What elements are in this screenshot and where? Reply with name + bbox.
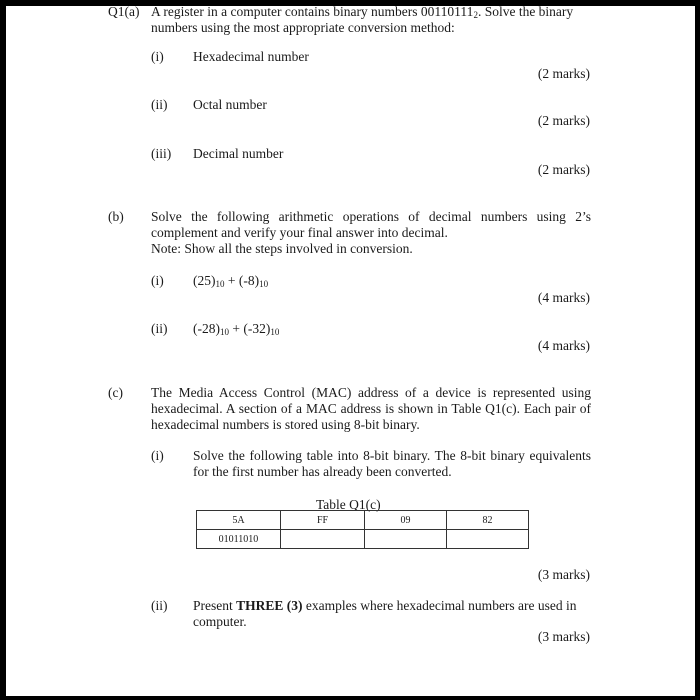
item-a-i-number: (i) [151, 49, 164, 64]
table-cell: 82 [447, 511, 529, 530]
question-a-line1: A register in a computer contains binary numbers $00110111_2$. Solve the binary [151, 4, 574, 20]
item-c-ii-text: Present THREE (3) examples where hexadecimal numbers are used in [193, 598, 577, 613]
item-b-ii-marks: (4 marks) [537, 338, 590, 353]
table-cell [365, 530, 447, 549]
item-b-i-marks: (4 marks) [537, 290, 590, 305]
item-a-iii-marks: (2 marks) [537, 162, 590, 177]
question-b-note: Note: Show all the steps involved in conversion. [151, 241, 413, 256]
table-caption: Table Q1(c) [316, 497, 381, 512]
item-a-i-text: Hexadecimal number [193, 49, 309, 64]
item-b-ii-expression: $(-28)_{10} + (-32)_{10}$ [193, 321, 280, 337]
table-cell: FF [281, 511, 365, 530]
question-number-a: Q1(a) [108, 4, 140, 19]
question-b-text: Solve the following arithmetic operations of decimal numbers using 2’s complement and verify your final answer into decimal. [151, 209, 591, 240]
item-a-ii-text: Octal number [193, 97, 267, 112]
question-a-line2: numbers using the most appropriate conversion method: [151, 20, 455, 35]
right-border [695, 0, 700, 700]
table-cell: 5A [197, 511, 281, 530]
item-a-iii-number: (iii) [151, 146, 172, 161]
item-c-ii-marks: (3 marks) [537, 629, 590, 644]
item-b-ii-number: (ii) [151, 321, 168, 336]
left-border [0, 0, 6, 700]
item-a-iii-text: Decimal number [193, 146, 284, 161]
bottom-border [0, 696, 700, 700]
mac-address-table [196, 510, 529, 549]
item-c-i-number: (i) [151, 448, 164, 463]
item-a-ii-marks: (2 marks) [537, 113, 590, 128]
table-cell [281, 530, 365, 549]
table-header-row [197, 511, 529, 530]
item-a-ii-number: (ii) [151, 97, 168, 112]
item-c-i-marks: (3 marks) [537, 567, 590, 582]
table-cell: 09 [365, 511, 447, 530]
question-number-b: (b) [108, 209, 124, 224]
table-cell [447, 530, 529, 549]
item-c-ii-number: (ii) [151, 598, 168, 613]
item-c-i-text: Solve the following table into 8-bit binary. The 8-bit binary equivalents for the first number has already been converted. [193, 448, 591, 479]
question-number-c: (c) [108, 385, 123, 400]
item-a-i-marks: (2 marks) [537, 66, 590, 81]
question-c-text: The Media Access Control (MAC) address of a device is represented using hexadecimal. A section of a MAC address is shown in Table Q1(c). Each pair of hexadecimal numbers is stored using 8-bit binary. [151, 385, 591, 432]
item-b-i-expression: $(25)_{10} + (-8)_{10}$ [193, 273, 269, 289]
item-c-ii-text-line2: computer. [193, 614, 247, 629]
table-cell: 01011010 [197, 530, 281, 549]
item-b-i-number: (i) [151, 273, 164, 288]
table-row [197, 530, 529, 549]
